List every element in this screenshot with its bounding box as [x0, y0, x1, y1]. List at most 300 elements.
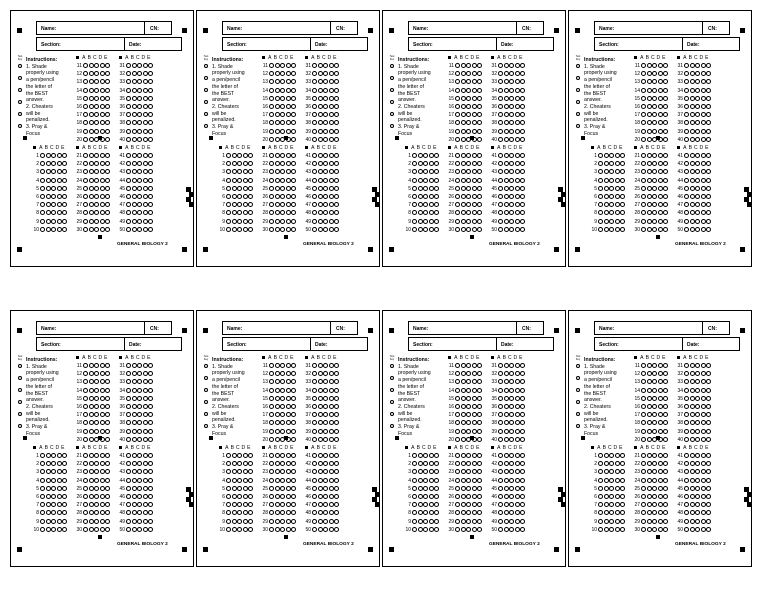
answer-bubble[interactable] [701, 219, 706, 224]
answer-bubble[interactable] [286, 153, 291, 158]
answer-bubble[interactable] [286, 379, 291, 384]
answer-bubble[interactable] [83, 469, 88, 474]
answer-bubble[interactable] [498, 404, 503, 409]
answer-bubble[interactable] [143, 178, 148, 183]
answer-bubble[interactable] [423, 510, 428, 515]
answer-bubble[interactable] [89, 63, 94, 68]
answer-bubble[interactable] [509, 388, 514, 393]
answer-bubble[interactable] [520, 469, 525, 474]
answer-bubble[interactable] [329, 169, 334, 174]
answer-bubble[interactable] [498, 486, 503, 491]
answer-bubble[interactable] [515, 510, 520, 515]
answer-bubble[interactable] [232, 527, 237, 532]
answer-bubble[interactable] [132, 63, 137, 68]
answer-bubble[interactable] [280, 79, 285, 84]
answer-bubble[interactable] [466, 137, 471, 142]
answer-bubble[interactable] [100, 388, 105, 393]
answer-bubble[interactable] [429, 153, 434, 158]
answer-bubble[interactable] [706, 519, 711, 524]
answer-bubble[interactable] [647, 429, 652, 434]
answer-bubble[interactable] [647, 453, 652, 458]
answer-bubble[interactable] [291, 104, 296, 109]
answer-bubble[interactable] [62, 227, 67, 232]
answer-bubble[interactable] [100, 469, 105, 474]
answer-bubble[interactable] [126, 96, 131, 101]
answer-bubble[interactable] [504, 178, 509, 183]
answer-bubble[interactable] [498, 388, 503, 393]
answer-bubble[interactable] [504, 461, 509, 466]
answer-bubble[interactable] [51, 510, 56, 515]
answer-bubble[interactable] [280, 404, 285, 409]
answer-bubble[interactable] [504, 502, 509, 507]
answer-bubble[interactable] [652, 63, 657, 68]
answer-bubble[interactable] [148, 137, 153, 142]
answer-bubble[interactable] [477, 194, 482, 199]
answer-bubble[interactable] [137, 420, 142, 425]
answer-bubble[interactable] [658, 210, 663, 215]
answer-bubble[interactable] [334, 502, 339, 507]
answer-bubble[interactable] [509, 161, 514, 166]
answer-bubble[interactable] [461, 96, 466, 101]
answer-bubble[interactable] [105, 371, 110, 376]
answer-bubble[interactable] [62, 486, 67, 491]
answer-bubble[interactable] [137, 379, 142, 384]
section-field[interactable] [36, 37, 182, 51]
answer-bubble[interactable] [455, 502, 460, 507]
answer-bubble[interactable] [275, 178, 280, 183]
answer-bubble[interactable] [143, 96, 148, 101]
date-field[interactable] [310, 38, 367, 50]
answer-bubble[interactable] [520, 527, 525, 532]
answer-bubble[interactable] [323, 461, 328, 466]
answer-bubble[interactable] [62, 502, 67, 507]
answer-bubble[interactable] [291, 202, 296, 207]
answer-bubble[interactable] [318, 219, 323, 224]
answer-bubble[interactable] [237, 469, 242, 474]
answer-bubble[interactable] [318, 371, 323, 376]
answer-bubble[interactable] [132, 437, 137, 442]
test-key-bubble[interactable] [18, 76, 22, 80]
answer-bubble[interactable] [695, 461, 700, 466]
answer-bubble[interactable] [647, 388, 652, 393]
answer-bubble[interactable] [429, 169, 434, 174]
answer-bubble[interactable] [148, 161, 153, 166]
answer-bubble[interactable] [105, 202, 110, 207]
answer-bubble[interactable] [334, 478, 339, 483]
answer-bubble[interactable] [275, 169, 280, 174]
answer-bubble[interactable] [498, 88, 503, 93]
answer-bubble[interactable] [323, 63, 328, 68]
answer-bubble[interactable] [40, 486, 45, 491]
answer-bubble[interactable] [248, 194, 253, 199]
answer-bubble[interactable] [461, 161, 466, 166]
answer-bubble[interactable] [652, 527, 657, 532]
answer-bubble[interactable] [461, 112, 466, 117]
answer-bubble[interactable] [684, 404, 689, 409]
answer-bubble[interactable] [520, 120, 525, 125]
answer-bubble[interactable] [509, 219, 514, 224]
answer-bubble[interactable] [455, 486, 460, 491]
answer-bubble[interactable] [455, 129, 460, 134]
answer-bubble[interactable] [94, 396, 99, 401]
answer-bubble[interactable] [520, 194, 525, 199]
answer-bubble[interactable] [100, 404, 105, 409]
answer-bubble[interactable] [652, 371, 657, 376]
answer-bubble[interactable] [105, 96, 110, 101]
answer-bubble[interactable] [286, 396, 291, 401]
answer-bubble[interactable] [504, 120, 509, 125]
answer-bubble[interactable] [701, 494, 706, 499]
answer-bubble[interactable] [248, 519, 253, 524]
answer-bubble[interactable] [706, 219, 711, 224]
answer-bubble[interactable] [148, 510, 153, 515]
answer-bubble[interactable] [658, 112, 663, 117]
answer-bubble[interactable] [323, 71, 328, 76]
test-key-bubble[interactable] [204, 88, 208, 92]
answer-bubble[interactable] [455, 396, 460, 401]
answer-bubble[interactable] [498, 412, 503, 417]
answer-bubble[interactable] [237, 453, 242, 458]
answer-bubble[interactable] [329, 194, 334, 199]
answer-bubble[interactable] [620, 202, 625, 207]
answer-bubble[interactable] [504, 79, 509, 84]
answer-bubble[interactable] [291, 129, 296, 134]
answer-bubble[interactable] [690, 71, 695, 76]
answer-bubble[interactable] [658, 494, 663, 499]
answer-bubble[interactable] [132, 112, 137, 117]
answer-bubble[interactable] [137, 169, 142, 174]
answer-bubble[interactable] [291, 79, 296, 84]
answer-bubble[interactable] [275, 429, 280, 434]
answer-bubble[interactable] [498, 502, 503, 507]
answer-bubble[interactable] [51, 461, 56, 466]
answer-bubble[interactable] [94, 478, 99, 483]
answer-bubble[interactable] [652, 88, 657, 93]
answer-bubble[interactable] [695, 227, 700, 232]
answer-bubble[interactable] [504, 486, 509, 491]
answer-bubble[interactable] [94, 388, 99, 393]
answer-bubble[interactable] [329, 363, 334, 368]
answer-bubble[interactable] [466, 388, 471, 393]
answer-bubble[interactable] [477, 437, 482, 442]
test-key-bubble[interactable] [576, 100, 580, 104]
answer-bubble[interactable] [701, 88, 706, 93]
answer-bubble[interactable] [334, 469, 339, 474]
answer-bubble[interactable] [663, 453, 668, 458]
answer-bubble[interactable] [329, 96, 334, 101]
answer-bubble[interactable] [466, 202, 471, 207]
answer-bubble[interactable] [520, 453, 525, 458]
answer-bubble[interactable] [269, 510, 274, 515]
answer-bubble[interactable] [509, 429, 514, 434]
answer-bubble[interactable] [684, 363, 689, 368]
answer-bubble[interactable] [40, 510, 45, 515]
answer-bubble[interactable] [455, 469, 460, 474]
answer-bubble[interactable] [51, 210, 56, 215]
answer-bubble[interactable] [461, 153, 466, 158]
answer-bubble[interactable] [323, 412, 328, 417]
answer-bubble[interactable] [466, 79, 471, 84]
answer-bubble[interactable] [269, 371, 274, 376]
answer-bubble[interactable] [684, 510, 689, 515]
answer-bubble[interactable] [412, 186, 417, 191]
answer-bubble[interactable] [647, 71, 652, 76]
answer-bubble[interactable] [504, 63, 509, 68]
answer-bubble[interactable] [323, 79, 328, 84]
answer-bubble[interactable] [237, 169, 242, 174]
answer-bubble[interactable] [275, 210, 280, 215]
answer-bubble[interactable] [423, 186, 428, 191]
test-key-bubble[interactable] [204, 376, 208, 380]
answer-bubble[interactable] [498, 227, 503, 232]
answer-bubble[interactable] [51, 153, 56, 158]
name-field[interactable] [594, 21, 730, 35]
answer-bubble[interactable] [701, 120, 706, 125]
answer-bubble[interactable] [143, 371, 148, 376]
answer-bubble[interactable] [62, 178, 67, 183]
answer-bubble[interactable] [477, 527, 482, 532]
answer-bubble[interactable] [647, 120, 652, 125]
answer-bubble[interactable] [243, 478, 248, 483]
answer-bubble[interactable] [329, 210, 334, 215]
answer-bubble[interactable] [83, 486, 88, 491]
answer-bubble[interactable] [329, 112, 334, 117]
answer-bubble[interactable] [515, 120, 520, 125]
answer-bubble[interactable] [598, 494, 603, 499]
answer-bubble[interactable] [472, 120, 477, 125]
answer-bubble[interactable] [126, 137, 131, 142]
answer-bubble[interactable] [663, 169, 668, 174]
answer-bubble[interactable] [312, 404, 317, 409]
answer-bubble[interactable] [663, 219, 668, 224]
answer-bubble[interactable] [515, 437, 520, 442]
answer-bubble[interactable] [461, 210, 466, 215]
answer-bubble[interactable] [143, 219, 148, 224]
answer-bubble[interactable] [318, 519, 323, 524]
answer-bubble[interactable] [269, 437, 274, 442]
answer-bubble[interactable] [83, 161, 88, 166]
answer-bubble[interactable] [461, 194, 466, 199]
answer-bubble[interactable] [334, 104, 339, 109]
answer-bubble[interactable] [226, 178, 231, 183]
answer-bubble[interactable] [226, 494, 231, 499]
answer-bubble[interactable] [132, 161, 137, 166]
answer-bubble[interactable] [269, 502, 274, 507]
answer-bubble[interactable] [126, 202, 131, 207]
answer-bubble[interactable] [248, 469, 253, 474]
answer-bubble[interactable] [143, 379, 148, 384]
answer-bubble[interactable] [515, 79, 520, 84]
answer-bubble[interactable] [132, 494, 137, 499]
answer-bubble[interactable] [504, 169, 509, 174]
answer-bubble[interactable] [148, 371, 153, 376]
answer-bubble[interactable] [504, 420, 509, 425]
answer-bubble[interactable] [509, 227, 514, 232]
answer-bubble[interactable] [472, 461, 477, 466]
answer-bubble[interactable] [641, 178, 646, 183]
answer-bubble[interactable] [701, 404, 706, 409]
answer-bubble[interactable] [652, 469, 657, 474]
answer-bubble[interactable] [232, 153, 237, 158]
answer-bubble[interactable] [243, 519, 248, 524]
answer-bubble[interactable] [237, 194, 242, 199]
answer-bubble[interactable] [647, 437, 652, 442]
answer-bubble[interactable] [706, 129, 711, 134]
answer-bubble[interactable] [137, 129, 142, 134]
answer-bubble[interactable] [280, 202, 285, 207]
answer-bubble[interactable] [641, 412, 646, 417]
answer-bubble[interactable] [609, 202, 614, 207]
answer-bubble[interactable] [280, 186, 285, 191]
answer-bubble[interactable] [509, 453, 514, 458]
answer-bubble[interactable] [312, 363, 317, 368]
answer-bubble[interactable] [137, 63, 142, 68]
answer-bubble[interactable] [652, 169, 657, 174]
answer-bubble[interactable] [466, 519, 471, 524]
answer-bubble[interactable] [472, 469, 477, 474]
test-key-bubble[interactable] [576, 376, 580, 380]
answer-bubble[interactable] [652, 71, 657, 76]
answer-bubble[interactable] [615, 202, 620, 207]
answer-bubble[interactable] [318, 388, 323, 393]
answer-bubble[interactable] [663, 363, 668, 368]
answer-bubble[interactable] [641, 404, 646, 409]
answer-bubble[interactable] [706, 112, 711, 117]
answer-bubble[interactable] [105, 137, 110, 142]
answer-bubble[interactable] [323, 388, 328, 393]
answer-bubble[interactable] [509, 112, 514, 117]
answer-bubble[interactable] [148, 202, 153, 207]
answer-bubble[interactable] [143, 137, 148, 142]
answer-bubble[interactable] [94, 178, 99, 183]
answer-bubble[interactable] [498, 219, 503, 224]
date-field[interactable] [124, 338, 181, 350]
answer-bubble[interactable] [472, 412, 477, 417]
answer-bubble[interactable] [706, 79, 711, 84]
answer-bubble[interactable] [89, 153, 94, 158]
answer-bubble[interactable] [40, 219, 45, 224]
answer-bubble[interactable] [604, 161, 609, 166]
answer-bubble[interactable] [143, 404, 148, 409]
answer-bubble[interactable] [604, 461, 609, 466]
answer-bubble[interactable] [418, 210, 423, 215]
answer-bubble[interactable] [658, 178, 663, 183]
answer-bubble[interactable] [291, 169, 296, 174]
answer-bubble[interactable] [329, 461, 334, 466]
answer-bubble[interactable] [94, 486, 99, 491]
answer-bubble[interactable] [286, 169, 291, 174]
test-key-bubble[interactable] [204, 388, 208, 392]
answer-bubble[interactable] [509, 202, 514, 207]
answer-bubble[interactable] [455, 379, 460, 384]
answer-bubble[interactable] [126, 502, 131, 507]
answer-bubble[interactable] [647, 461, 652, 466]
answer-bubble[interactable] [434, 502, 439, 507]
answer-bubble[interactable] [291, 502, 296, 507]
answer-bubble[interactable] [237, 494, 242, 499]
answer-bubble[interactable] [143, 186, 148, 191]
answer-bubble[interactable] [40, 453, 45, 458]
answer-bubble[interactable] [280, 71, 285, 76]
answer-bubble[interactable] [280, 379, 285, 384]
answer-bubble[interactable] [126, 437, 131, 442]
answer-bubble[interactable] [461, 412, 466, 417]
answer-bubble[interactable] [663, 178, 668, 183]
answer-bubble[interactable] [598, 453, 603, 458]
answer-bubble[interactable] [105, 502, 110, 507]
answer-bubble[interactable] [515, 527, 520, 532]
answer-bubble[interactable] [312, 137, 317, 142]
answer-bubble[interactable] [329, 412, 334, 417]
answer-bubble[interactable] [100, 502, 105, 507]
answer-bubble[interactable] [62, 494, 67, 499]
answer-bubble[interactable] [51, 161, 56, 166]
answer-bubble[interactable] [323, 453, 328, 458]
answer-bubble[interactable] [89, 486, 94, 491]
answer-bubble[interactable] [701, 437, 706, 442]
answer-bubble[interactable] [461, 478, 466, 483]
answer-bubble[interactable] [291, 363, 296, 368]
answer-bubble[interactable] [286, 453, 291, 458]
answer-bubble[interactable] [615, 227, 620, 232]
answer-bubble[interactable] [291, 412, 296, 417]
answer-bubble[interactable] [620, 510, 625, 515]
answer-bubble[interactable] [466, 437, 471, 442]
answer-bubble[interactable] [148, 169, 153, 174]
answer-bubble[interactable] [461, 486, 466, 491]
answer-bubble[interactable] [126, 510, 131, 515]
answer-bubble[interactable] [652, 388, 657, 393]
answer-bubble[interactable] [652, 202, 657, 207]
answer-bubble[interactable] [280, 104, 285, 109]
answer-bubble[interactable] [126, 412, 131, 417]
answer-bubble[interactable] [604, 219, 609, 224]
answer-bubble[interactable] [647, 178, 652, 183]
answer-bubble[interactable] [329, 379, 334, 384]
answer-bubble[interactable] [477, 453, 482, 458]
answer-bubble[interactable] [509, 104, 514, 109]
answer-bubble[interactable] [105, 461, 110, 466]
answer-bubble[interactable] [690, 510, 695, 515]
answer-bubble[interactable] [83, 88, 88, 93]
answer-bubble[interactable] [318, 469, 323, 474]
answer-bubble[interactable] [51, 202, 56, 207]
answer-bubble[interactable] [148, 120, 153, 125]
answer-bubble[interactable] [706, 169, 711, 174]
answer-bubble[interactable] [609, 161, 614, 166]
answer-bubble[interactable] [598, 527, 603, 532]
answer-bubble[interactable] [515, 219, 520, 224]
answer-bubble[interactable] [690, 202, 695, 207]
answer-bubble[interactable] [323, 478, 328, 483]
answer-bubble[interactable] [334, 88, 339, 93]
answer-bubble[interactable] [334, 510, 339, 515]
answer-bubble[interactable] [83, 404, 88, 409]
answer-bubble[interactable] [46, 461, 51, 466]
answer-bubble[interactable] [652, 129, 657, 134]
answer-bubble[interactable] [312, 153, 317, 158]
answer-bubble[interactable] [690, 88, 695, 93]
answer-bubble[interactable] [429, 186, 434, 191]
answer-bubble[interactable] [615, 153, 620, 158]
answer-bubble[interactable] [83, 519, 88, 524]
answer-bubble[interactable] [100, 63, 105, 68]
answer-bubble[interactable] [243, 153, 248, 158]
answer-bubble[interactable] [658, 379, 663, 384]
answer-bubble[interactable] [275, 519, 280, 524]
answer-bubble[interactable] [663, 96, 668, 101]
answer-bubble[interactable] [329, 104, 334, 109]
